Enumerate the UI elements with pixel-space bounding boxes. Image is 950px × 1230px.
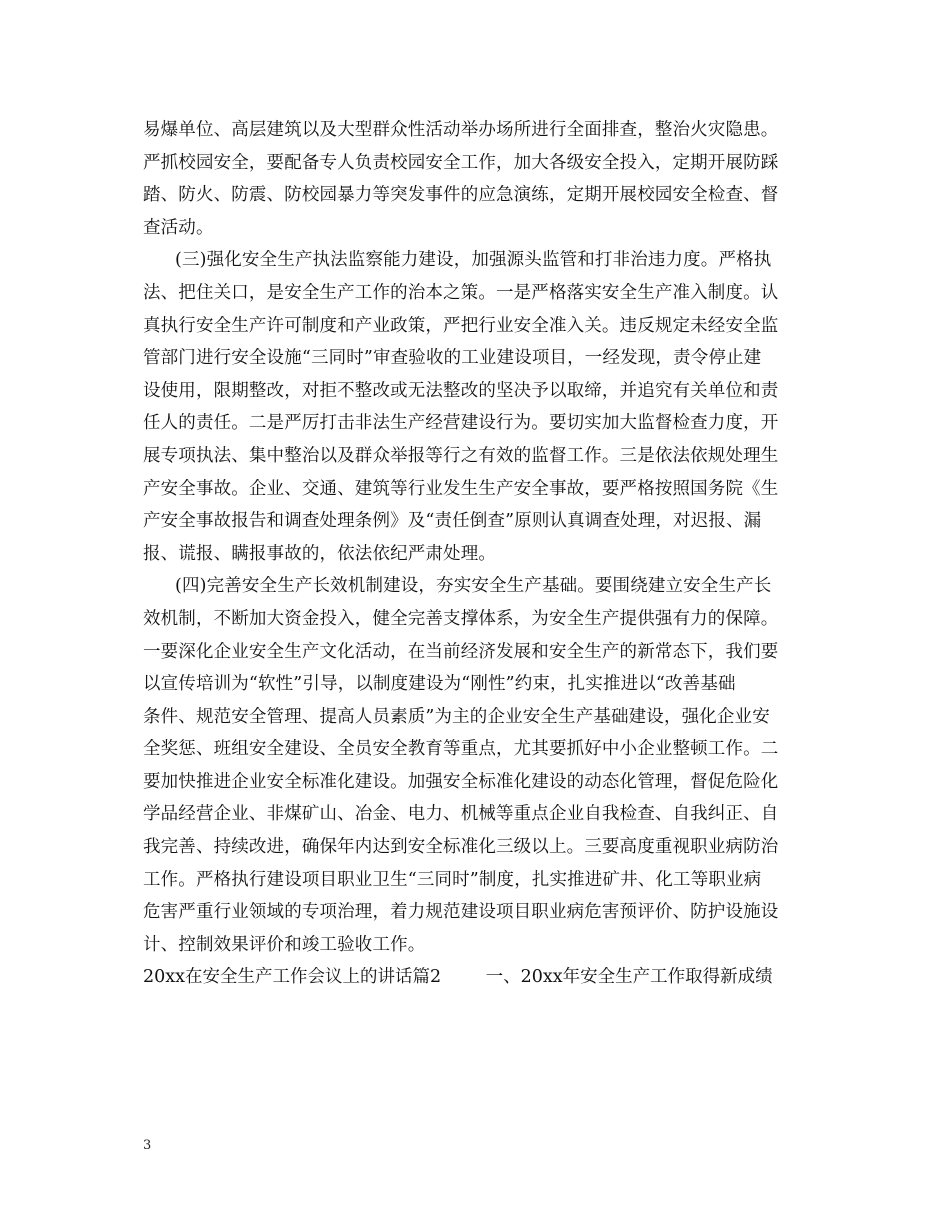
- paragraph-enforcement: [143, 244, 815, 570]
- text-line: 产安全事故报告和调查处理条例》及“责任倒查”原则认真调查处理，对迟报、漏: [143, 511, 762, 532]
- text-line: 查活动。: [143, 217, 214, 238]
- text-line: 易爆单位、高层建筑以及大型群众性活动举办场所进行全面排查，整治火灾隐患。: [143, 120, 779, 140]
- text-line: 工作。严格执行建设项目职业卫生“三同时”制度，扎实推进矿井、化工等职业病: [143, 869, 762, 890]
- text-line: 踏、防火、防震、防校园暴力等突发事件的应急演练，定期开展校园安全检查、督: [143, 185, 779, 206]
- text-line: 全奖惩、班组安全建设、全员安全教育等重点，尤其要抓好中小企业整顿工作。二: [143, 739, 779, 760]
- section-title: 一、20xx年安全生产工作取得新成绩: [485, 967, 773, 988]
- text-line: 一要深化企业安全生产文化活动，在当前经济发展和安全生产的新常态下，我们要: [143, 641, 779, 662]
- heading-gap: [441, 967, 486, 987]
- text-line: 报、谎报、瞒报事故的，依法依纪严肃处理。: [143, 543, 496, 564]
- text-line: 以宣传培训为“软性”引导，以制度建设为“刚性”约束，扎实推进以“改善基础: [143, 674, 736, 695]
- text-line: 产安全事故。企业、交通、建筑等行业发生生产安全事故，要严格按照国务院《生: [143, 478, 779, 499]
- document-body: [143, 114, 815, 994]
- text-line: 我完善、持续改进，确保年内达到安全标准化三级以上。三要高度重视职业病防治: [143, 837, 779, 858]
- text-line: 要加快推进企业安全标准化建设。加强安全标准化建设的动态化管理，督促危险化: [143, 771, 779, 792]
- article-title: 20xx在安全生产工作会议上的讲话篇2: [143, 967, 442, 988]
- paragraph-long-term-mechanism: [143, 570, 815, 961]
- text-line: (四)完善安全生产长效机制建设，夯实安全生产基础。要围绕建立安全生产长: [175, 576, 772, 597]
- text-line: 严抓校园安全，要配备专人负责校园安全工作，加大各级安全投入，定期开展防踩: [143, 152, 779, 173]
- text-line: 真执行安全生产许可制度和产业政策，严把行业安全准入关。违反规定未经安全监: [143, 315, 779, 336]
- next-article-heading: [143, 961, 815, 994]
- text-line: 展专项执法、集中整治以及群众举报等行之有效的监督工作。三是依法依规处理生: [143, 445, 779, 466]
- text-line: 危害严重行业领域的专项治理，着力规范建设项目职业病危害预评价、防护设施设: [143, 902, 779, 923]
- text-line: 任人的责任。二是严厉打击非法生产经营建设行为。要切实加大监督检查力度，开: [143, 413, 779, 434]
- text-line: 条件、规范安全管理、提高人员素质”为主的企业安全生产基础建设，强化企业安: [143, 706, 770, 727]
- text-line: 学品经营企业、非煤矿山、冶金、电力、机械等重点企业自我检查、自我纠正、自: [143, 804, 779, 825]
- text-line: (三)强化安全生产执法监察能力建设，加强源头监管和打非治违力度。严格执: [175, 250, 772, 271]
- text-line: 管部门进行安全设施“三同时”审查验收的工业建设项目，一经发现，责令停止建: [143, 348, 762, 369]
- text-line: 效机制，不断加大资金投入，健全完善支撑体系，为安全生产提供强有力的保障。: [143, 608, 779, 629]
- page-number: 3: [143, 1138, 152, 1153]
- text-line: 计、控制效果评价和竣工验收工作。: [143, 934, 426, 955]
- text-line: 法、把住关口，是安全生产工作的治本之策。一是严格落实安全生产准入制度。认: [143, 282, 779, 303]
- paragraph-campus-safety: [143, 114, 815, 244]
- text-line: 设使用，限期整改，对拒不整改或无法整改的坚决予以取缔，并追究有关单位和责: [143, 380, 779, 401]
